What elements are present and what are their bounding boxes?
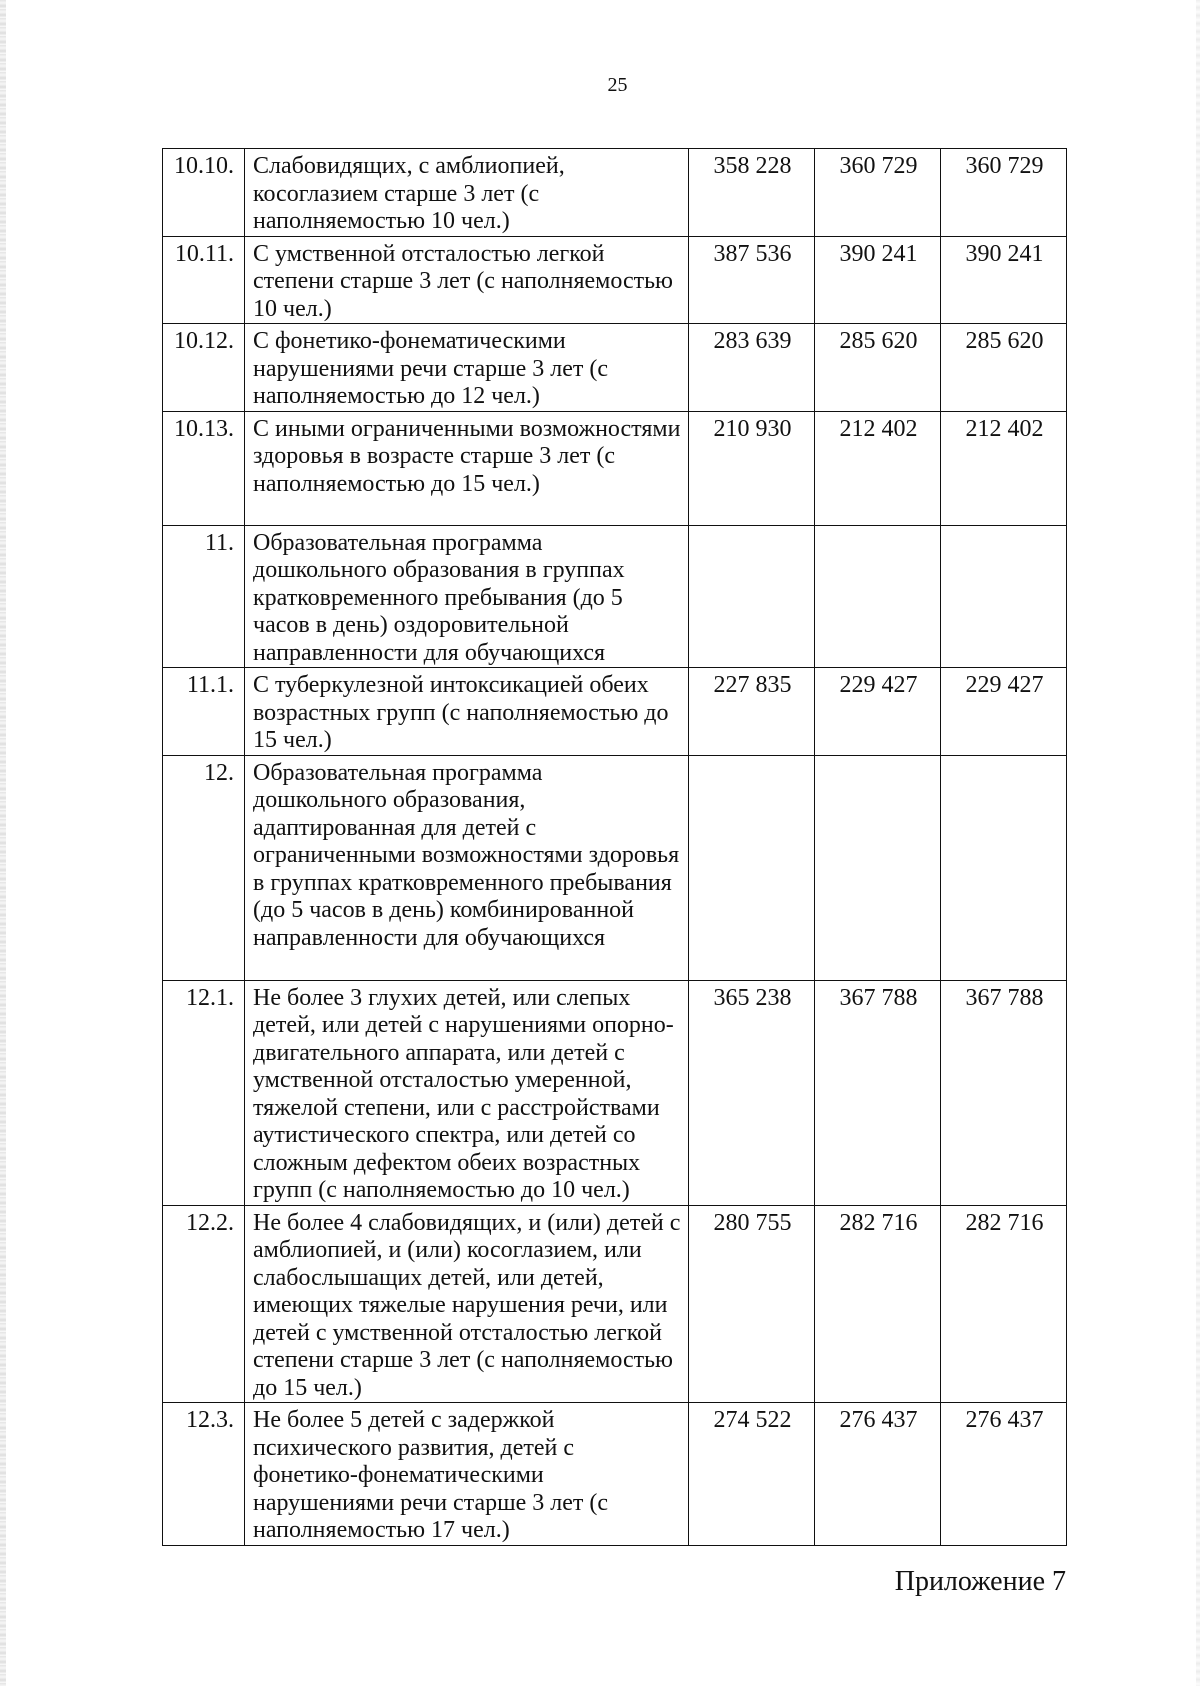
row-value-1: 227 835	[689, 668, 815, 756]
row-number: 10.11.	[163, 236, 245, 324]
row-value-3: 229 427	[941, 668, 1067, 756]
row-value-3: 212 402	[941, 411, 1067, 525]
row-value-3: 390 241	[941, 236, 1067, 324]
table-row	[163, 668, 1067, 756]
row-value-2: 285 620	[815, 324, 941, 412]
row-description: С туберкулезной интоксикацией обеих возрастных групп (с наполняемостью до 15 чел.)	[245, 668, 689, 756]
row-description: Не более 4 слабовидящих, и (или) детей с амблиопией, и (или) косоглазием, или слабослышащих детей, или детей, имеющих тяжелые нарушения речи, или детей с умственной отсталостью легкой степени старше 3 лет (с наполняемостью до 15 чел.)	[245, 1205, 689, 1403]
row-description: Образовательная программа дошкольного образования в группах кратковременного пребывания (до 5 часов в день) оздоровительной направленности для обучающихся	[245, 525, 689, 668]
row-value-1	[689, 525, 815, 668]
table-row	[163, 1403, 1067, 1546]
table-row	[163, 411, 1067, 525]
row-value-3	[941, 755, 1067, 980]
row-value-1	[689, 755, 815, 980]
row-number: 12.	[163, 755, 245, 980]
tariff-table	[162, 148, 1067, 1546]
table-row	[163, 149, 1067, 237]
row-value-1: 358 228	[689, 149, 815, 237]
row-value-3: 360 729	[941, 149, 1067, 237]
row-value-3: 282 716	[941, 1205, 1067, 1403]
row-description: С умственной отсталостью легкой степени старше 3 лет (с наполняемостью 10 чел.)	[245, 236, 689, 324]
row-description: Не более 5 детей с задержкой психического развития, детей с фонетико-фонематическими нарушениями речи старше 3 лет (с наполняемостью 17 чел.)	[245, 1403, 689, 1546]
row-value-1: 210 930	[689, 411, 815, 525]
row-value-2: 229 427	[815, 668, 941, 756]
table-row	[163, 324, 1067, 412]
table-row	[163, 236, 1067, 324]
row-value-3: 367 788	[941, 980, 1067, 1205]
row-value-2	[815, 755, 941, 980]
row-description: Не более 3 глухих детей, или слепых детей, или детей с нарушениями опорно-двигательного аппарата, или детей с умственной отсталостью умеренной, тяжелой степени, или с расстройствами аутистического спектра, или детей со сложным дефектом обеих возрастных групп (с наполняемостью до 10 чел.)	[245, 980, 689, 1205]
row-description: Слабовидящих, с амблиопией, косоглазием старше 3 лет (с наполняемостью 10 чел.)	[245, 149, 689, 237]
row-value-2: 390 241	[815, 236, 941, 324]
row-number: 10.10.	[163, 149, 245, 237]
row-number: 11.1.	[163, 668, 245, 756]
row-value-2: 276 437	[815, 1403, 941, 1546]
table-row	[163, 755, 1067, 980]
row-number: 10.13.	[163, 411, 245, 525]
row-value-1: 283 639	[689, 324, 815, 412]
row-value-3: 276 437	[941, 1403, 1067, 1546]
table-row	[163, 980, 1067, 1205]
row-value-2: 360 729	[815, 149, 941, 237]
scan-edge-right	[1196, 0, 1200, 1686]
table-row	[163, 1205, 1067, 1403]
row-value-3: 285 620	[941, 324, 1067, 412]
row-value-1: 365 238	[689, 980, 815, 1205]
row-value-1: 274 522	[689, 1403, 815, 1546]
row-description: С иными ограниченными возможностями здоровья в возрасте старше 3 лет (с наполняемостью до 15 чел.)	[245, 411, 689, 525]
appendix-label: Приложение 7	[894, 1566, 1066, 1597]
row-description: С фонетико-фонематическими нарушениями речи старше 3 лет (с наполняемостью до 12 чел.)	[245, 324, 689, 412]
row-number: 11.	[163, 525, 245, 668]
scan-edge-left	[0, 0, 6, 1686]
row-number: 10.12.	[163, 324, 245, 412]
row-value-2: 282 716	[815, 1205, 941, 1403]
row-value-2: 367 788	[815, 980, 941, 1205]
row-value-2	[815, 525, 941, 668]
row-value-1: 387 536	[689, 236, 815, 324]
row-number: 12.3.	[163, 1403, 245, 1546]
row-value-3	[941, 525, 1067, 668]
row-value-2: 212 402	[815, 411, 941, 525]
row-description: Образовательная программа дошкольного образования, адаптированная для детей с ограниченными возможностями здоровья в группах кратковременного пребывания (до 5 часов в день) комбинированной направленности для обучающихся	[245, 755, 689, 980]
row-number: 12.1.	[163, 980, 245, 1205]
row-value-1: 280 755	[689, 1205, 815, 1403]
page-number: 25	[607, 74, 628, 96]
table-row	[163, 525, 1067, 668]
row-number: 12.2.	[163, 1205, 245, 1403]
